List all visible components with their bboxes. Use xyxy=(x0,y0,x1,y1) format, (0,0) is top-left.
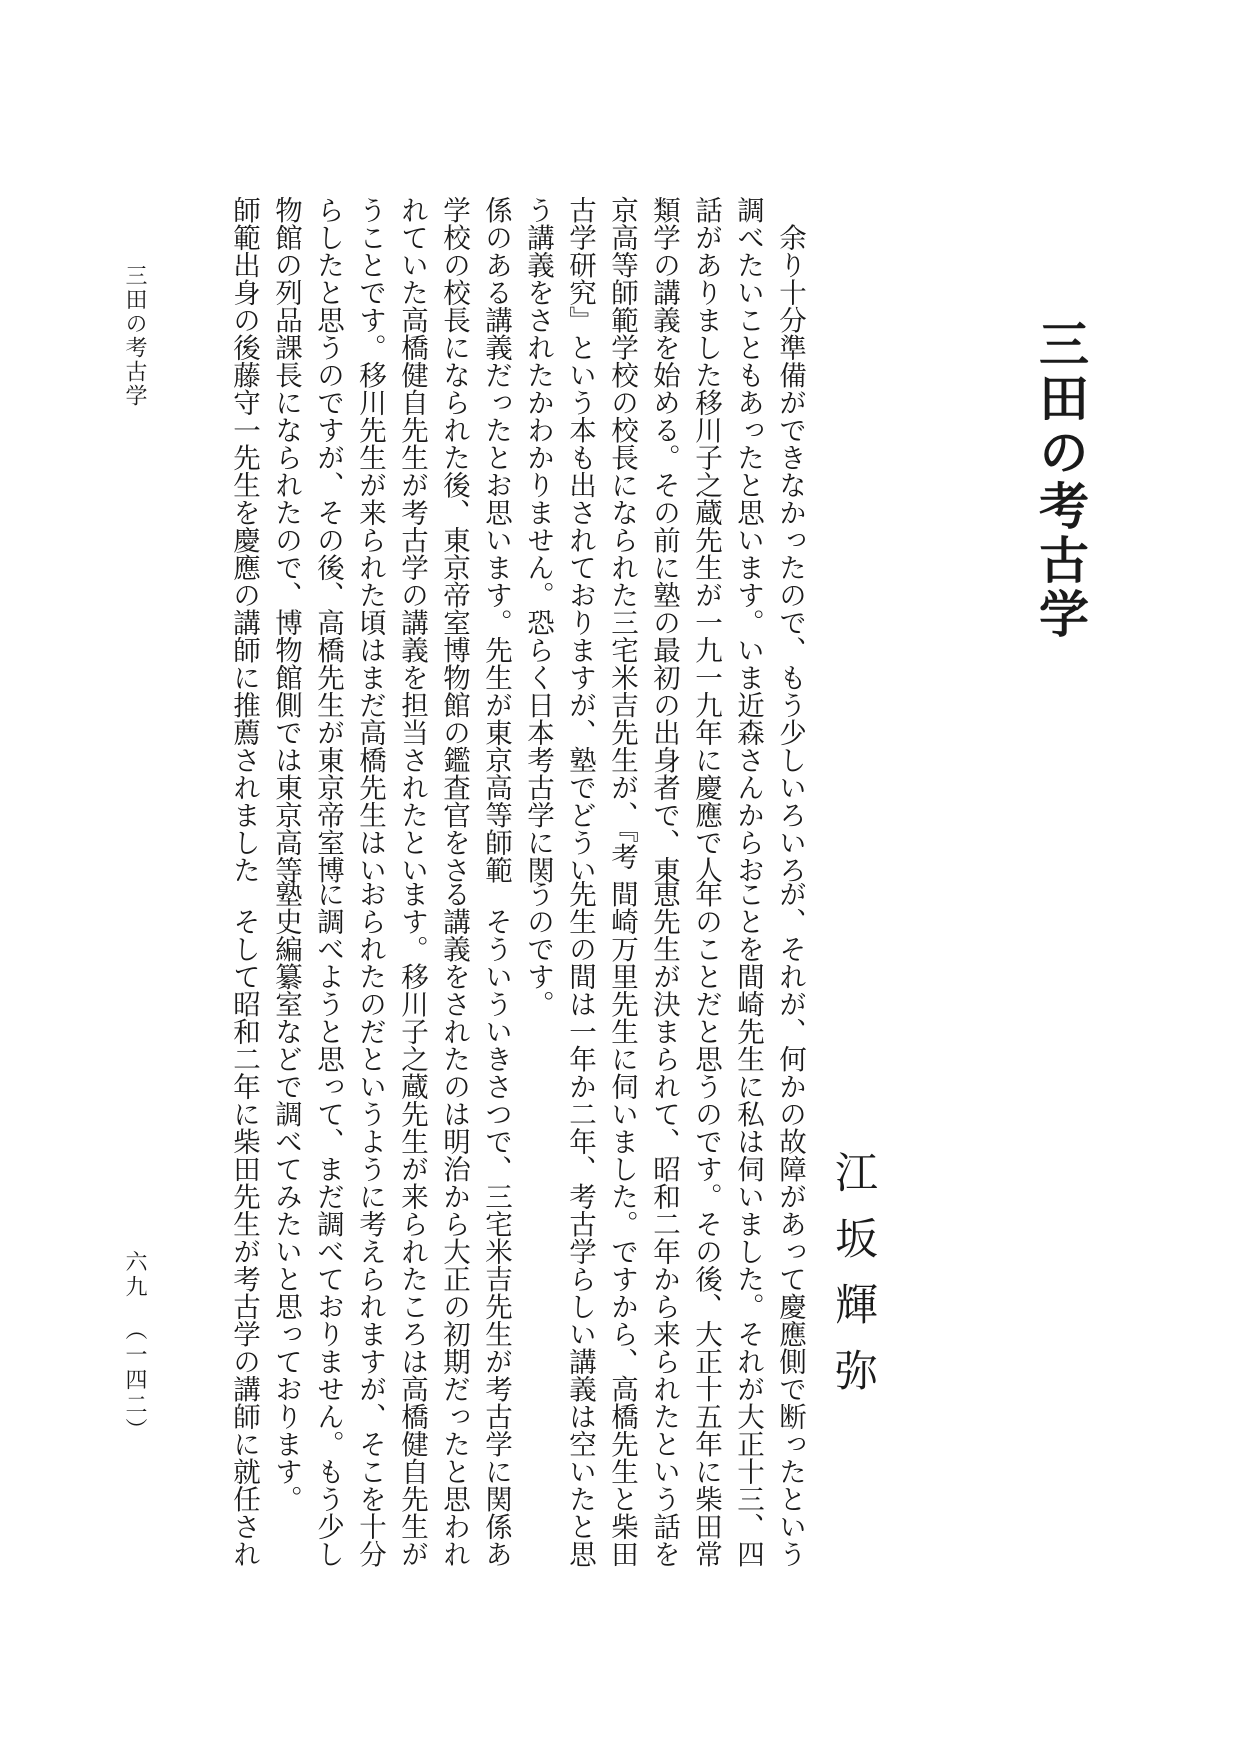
page-number xyxy=(120,1250,148,1443)
body-line: 塾史編纂室などで調べてみたいと思っております。 xyxy=(270,880,302,1513)
body-line: 恵先生が決まられて、昭和二年から来られたという話を xyxy=(648,880,680,1568)
body-line: うのです。 xyxy=(522,880,554,1018)
body-line: 年のことだと思うのです。その後、大正十五年に柴田常 xyxy=(690,880,722,1568)
body-line: そういういきさつで、三宅米吉先生が考古学に関係あ xyxy=(480,880,512,1568)
body-line: ことを間崎先生に私は伺いました。それが大正十三、四 xyxy=(732,880,764,1568)
body-line: れていた高橋健自先生が考古学の講義を担当されたとい xyxy=(396,196,428,884)
article-title: 三田の考古学 xyxy=(1031,318,1090,642)
author-name: 江坂輝弥 xyxy=(828,1150,878,1414)
body-line: 師範出身の後藤守一先生を慶應の講師に推薦されました xyxy=(228,196,260,884)
body-line: 話がありました移川子之蔵先生が一九一九年に慶應で人 xyxy=(690,196,722,884)
body-line: 京高等師範学校の校長になられた三宅米吉先生が、『考 xyxy=(606,196,638,870)
body-line: る講義をされたのは明治から大正の初期だったと思われ xyxy=(438,880,470,1568)
body-line: 類学の講義を始める。その前に塾の最初の出身者で、東 xyxy=(648,196,680,884)
body-line: 間崎万里先生に伺いました。ですから、高橋先生と柴田 xyxy=(606,880,638,1568)
body-line: 古学研究』という本も出されておりますが、塾でどうい xyxy=(564,196,596,884)
body-line: 先生の間は一年か二年、考古学らしい講義は空いたと思 xyxy=(564,880,596,1568)
body-line: おられたのだというように考えられますが、そこを十分 xyxy=(354,880,386,1568)
body-line: に調べようと思って、まだ調べておりません。もう少し xyxy=(312,880,344,1568)
body-line: 調べたいこともあったと思います。いま近森さんからお xyxy=(732,196,764,884)
body-line: そして昭和二年に柴田先生が考古学の講師に就任され xyxy=(228,880,260,1568)
body-line: ます。移川子之蔵先生が来られたころは高橋健自先生が xyxy=(396,880,428,1568)
body-line: 余り十分準備ができなかったので、もう少しいろいろ xyxy=(774,196,806,884)
running-title: 三田の考古学 xyxy=(122,264,147,408)
body-line: 学校の校長になられた後、東京帝室博物館の鑑査官をさ xyxy=(438,196,470,884)
page-number-value: 六九 xyxy=(122,1250,147,1300)
body-line: 係のある講義だったとお思います。先生が東京高等師範 xyxy=(480,196,512,884)
body-line: が、それが、何かの故障があって慶應側で断ったという xyxy=(774,880,806,1568)
body-line: うことです。移川先生が来られた頃はまだ高橋先生はい xyxy=(354,196,386,884)
body-line: らしたと思うのですが、その後、高橋先生が東京帝室博 xyxy=(312,196,344,884)
body-line: 物館の列品課長になられたので、博物館側では東京高等 xyxy=(270,196,302,884)
body-line: う講義をされたかわかりません。恐らく日本考古学に関 xyxy=(522,196,554,884)
cumulative-page-number: （一四二） xyxy=(122,1318,147,1443)
